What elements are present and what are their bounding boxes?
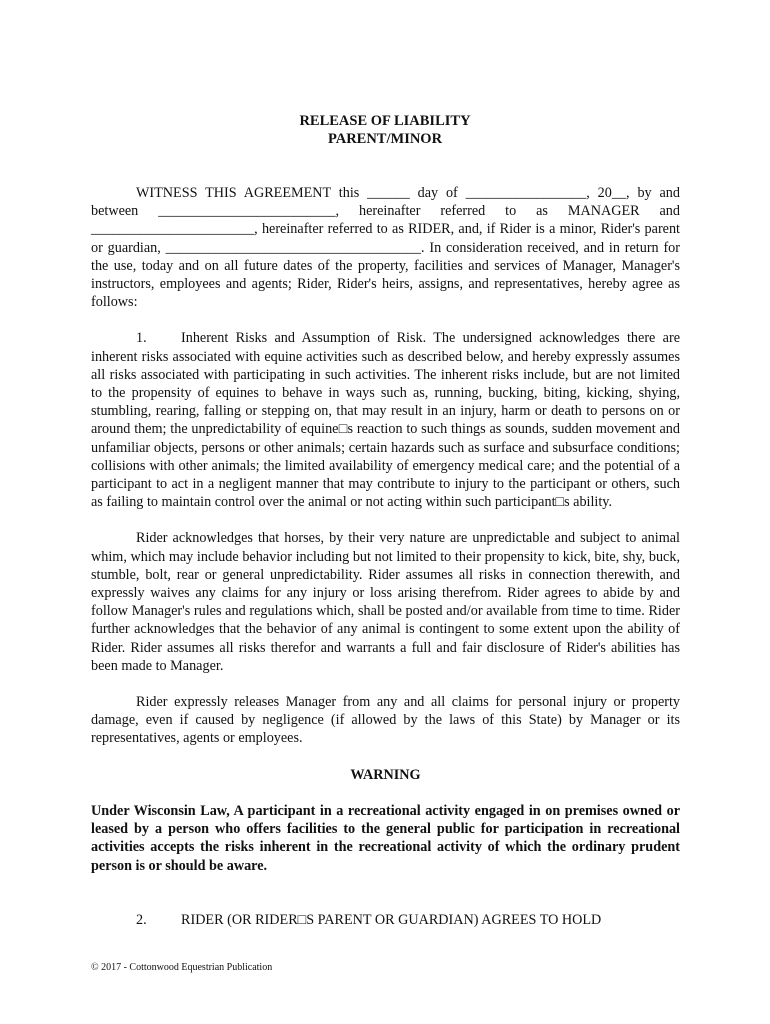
title-line-1: RELEASE OF LIABILITY <box>299 113 471 129</box>
hold-harmless-text: RIDER (OR RIDER□S PARENT OR GUARDIAN) AGREES TO HOLD <box>181 911 602 928</box>
document-body <box>91 184 680 947</box>
warning-text: Under Wisconsin Law, A participant in a recreational activity engaged in on premises owned or leased by a person who offers facilities to the general public for participation in recreational activities accepts the risks inherent in the recreational activity of which the ordinary prudent person is or should be aware. <box>91 802 680 874</box>
title-line-2: PARENT/MINOR <box>327 131 443 147</box>
footer-copyright: © 2017 - Cottonwood Equestrian Publication <box>91 962 273 973</box>
inherent-risks-paragraph <box>91 329 680 511</box>
rider-release-paragraph: Rider expressly releases Manager from any and all claims for personal injury or property damage, even if caused by negligence (if allowed by the laws of this State) by Manager or its representatives, agents or employees. <box>91 694 680 747</box>
paragraph-number-1: 1. <box>136 330 147 347</box>
paragraph-number-2: 2. <box>136 911 147 928</box>
document-title <box>0 112 770 148</box>
rider-acknowledges-paragraph: Rider acknowledges that horses, by their very nature are unpredictable and subject to animal whim, which may include behavior including but not limited to their propensity to kick, bite, shy, buck, stumble, bolt, rear or general unpredictability. Rider assumes all risks in connection therewith, and expressly waives any claims for any injury or loss arising therefrom. Rider agrees to abide by and follow Manager's rules and regulations which, shall be posted and/or available from time to time. Rider further acknowledges that the behavior of any animal is contingent to some extent upon the ability of Rider. Rider assumes all risks therefor and warrants a full and fair disclosure of Rider's abilities has been made to Manager. <box>91 530 680 674</box>
warning-heading: WARNING <box>350 766 421 783</box>
hold-harmless-paragraph <box>91 911 680 929</box>
witness-paragraph: WITNESS THIS AGREEMENT this ______ day of _________________, 20__, by and between _________________________, hereinafter referred to as MANAGER and _______________________, hereinafter referred to as RIDER, and, if Rider is a minor, Rider's parent or guardian, ____________________________________. In consideration received, and in return for the use, today and on all future dates of the property, facilities and services of Manager, Manager's instructors, employees and agents; Rider, Rider's heirs, assigns, and representatives, hereby agree as follows: <box>91 185 680 311</box>
inherent-risks-text: Inherent Risks and Assumption of Risk. The undersigned acknowledges there are inherent risks associated with equine activities such as described below, and hereby expressly assumes all risks associated with participating in such activities. The inherent risks include, but are not limited to the propensity of equines to behave in ways such as, running, bucking, biting, kicking, shying, stumbling, rearing, falling or stepping on, that may result in an injury, harm or death to persons on or around them; the unpredictability of equine□s reaction to such things as sounds, sudden movement and unfamiliar objects, persons or other animals; certain hazards such as surface and subsurface conditions; collisions with other animals; the limited availability of emergency medical care; and the potential of a participant to act in a negligent manner that may contribute to injury to the participant or others, such as failing to maintain control over the animal or not acting within such participant□s ability. <box>91 330 680 511</box>
